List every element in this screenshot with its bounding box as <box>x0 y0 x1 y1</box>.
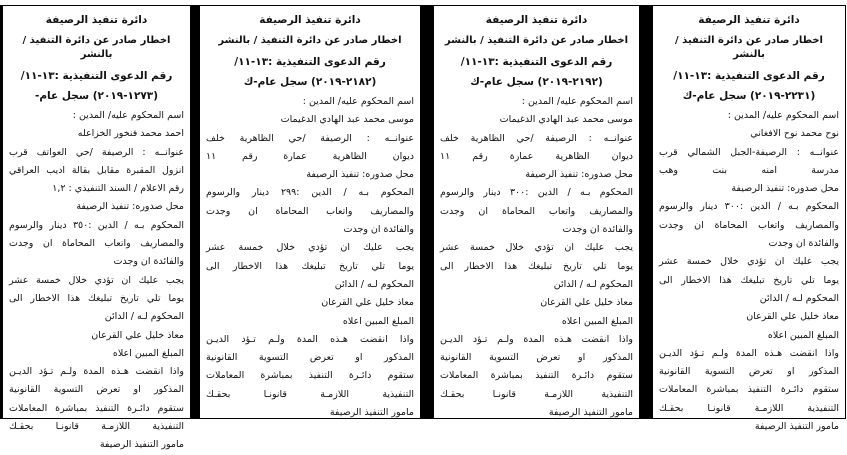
case-number: (٢١٨٢-٢٠١٩) سجل عام-ك <box>243 76 377 88</box>
office-title: دائرة تنفيذ الرصيفة <box>698 14 800 26</box>
column-divider <box>191 5 199 419</box>
notice-line: مدرسة امنه بنت وهب <box>659 164 839 176</box>
notice-line: المحكوم لـه / الدائن <box>104 311 184 323</box>
notice-line: معاذ خليل علي القرعان <box>746 311 839 323</box>
notice-line: المحكوم بـه / الدين :٣٥٠ دينار والرسوم <box>9 219 184 231</box>
notice-body <box>440 93 633 422</box>
office-title: دائرة تنفيذ الرصيفة <box>259 14 361 26</box>
notice-line: والفائدة ان وجدت <box>562 224 633 236</box>
notice-line: واذا انقضت هـذه المدة ولـم تـؤد الديـن <box>206 333 414 345</box>
notice-column <box>433 5 640 419</box>
column-divider <box>640 5 652 419</box>
notice-line: المحكوم لـه / الدائن <box>553 278 633 290</box>
notice-line: المحكوم لـه / الدائن <box>334 278 414 290</box>
case-line: رقم الدعوى التنفيذية :١٣-١١/ <box>673 70 825 82</box>
case-line: رقم الدعوى التنفيذية :١٣-١١/ <box>234 56 386 68</box>
notice-line: معاذ خليل علي القرعان <box>91 329 184 341</box>
notice-line: والمصاريف واتعاب المحاماة ان وجدت <box>440 205 633 217</box>
notice-line: المبلغ المبين اعلاه <box>767 329 839 341</box>
notice-heading: اخطار صادر عن دائرة التنفيذ / بالنشر <box>444 35 629 46</box>
notice-line: مامور التنفيذ الرصيفة <box>548 407 633 419</box>
notice-line: المذكور او تعرض التسوية القانونية <box>9 384 184 396</box>
notice-line: محل صدوره: تنفيذ الرصيفة <box>731 183 839 195</box>
notice-line: محل صدوره: تنفيذ الرصيفة <box>525 169 633 181</box>
notice-line: ستقوم دائـرة التنفيذ بمباشرة المعاملات <box>440 370 633 382</box>
notice-line: مامور التنفيذ الرصيفة <box>754 421 839 433</box>
notice-line: ستقوم دائـرة التنفيذ بمباشرة المعاملات <box>206 370 414 382</box>
office-title: دائرة تنفيذ الرصيفة <box>485 14 588 26</box>
notice-line: عنوانــه : الرصيفة /حي العواتف قرب <box>9 146 184 158</box>
notice-line: المبلغ المبين اعلاه <box>342 315 414 327</box>
notice-line: والمصاريف واتعاب المحاماة ان وجدت <box>9 238 184 250</box>
notice-line: اسم المحكوم عليه/ المدين : <box>302 96 414 107</box>
notice-line: التنفيذية اللازمـة قانونـا بحقـك <box>206 388 414 400</box>
notice-heading: اخطار صادر عن دائرة التنفيذ / بالنشر <box>218 35 402 46</box>
notice-line: التنفيذية اللازمـة قانونـا بحقـك <box>659 402 839 414</box>
notice-line: المحكوم بـه / الدين :٣٠٠ دينار والرسوم <box>659 201 839 213</box>
notice-line: ستقوم دائـرة التنفيذ بمباشرة المعاملات <box>659 384 839 396</box>
notice-line: موسى محمد عبد الهادي الدغيمات <box>280 114 414 126</box>
notice-column <box>2 5 191 451</box>
notice-line: محل صدوره: تنفيذ الرصيفة <box>306 169 414 181</box>
notice-line: موسى محمد عبد الهادي الدغيمات <box>499 114 633 126</box>
notice-line: اسم المحكوم عليه/ المدين : <box>727 110 839 121</box>
notice-column <box>652 5 846 433</box>
case-number: (١٢٧٣-٢٠١٩) سجل عام- <box>35 90 158 102</box>
notice-line: عنوانــه : الرصيفة-الجبل الشمالي قرب <box>659 146 839 158</box>
notice-line: يوما تلي تاريخ تبليغك هذا الاخطار الى <box>659 274 839 286</box>
notice-line: انزول المقبرة مقابل بقالة اديب العراقي <box>9 164 184 176</box>
notice-line: يوما تلي تاريخ تبليغك هذا الاخطار الى <box>9 292 184 304</box>
notice-line: والمصاريف واتعاب المحاماة ان وجدت <box>659 219 839 231</box>
notice-line: والفائدة ان وجدت <box>768 238 839 250</box>
notice-line: يجب عليك ان تؤدي خلال خمسة عشر <box>206 242 414 254</box>
office-title: دائرة تنفيذ الرصيفة <box>45 14 148 26</box>
notice-line: المذكور او تعرض التسوية القانونية <box>659 366 839 378</box>
notice-line: المذكور او تعرض التسوية القانونية <box>440 352 633 364</box>
notice-line: معاذ خليل علي القرعان <box>540 297 633 309</box>
notice-line: والمصاريف واتعاب المحاماة ان وجدت <box>206 205 414 217</box>
notice-line: ستقوم دائـرة التنفيذ بمباشرة المعاملات <box>9 402 184 414</box>
case-number: (٢٢٣١-٢٠١٩) سجل عام-ك <box>682 90 816 102</box>
notice-line: مامور التنفيذ الرصيفة <box>329 407 414 419</box>
notice-line: اسم المحكوم عليه/ المدين : <box>72 110 184 121</box>
notice-line: والفائدة ان وجدت <box>343 224 414 236</box>
notice-line: والفائدة ان وجدت <box>113 256 184 268</box>
notice-line: المحكوم لـه / الدائن <box>759 292 839 304</box>
case-number: (٢١٩٢-٢٠١٩) سجل عام-ك <box>470 76 603 88</box>
notice-line: مامور التنفيذ الرصيفة <box>99 439 184 451</box>
notice-line: يوما تلي تاريخ تبليغك هذا الاخطار الى <box>440 260 633 272</box>
notice-line: معاذ خليل علي القرعان <box>321 297 414 309</box>
notice-line: نوح محمد نوح الافغاني <box>750 128 839 140</box>
notice-line: يوما تلي تاريخ تبليغك هذا الاخطار الى <box>206 260 414 272</box>
notice-line: ديوان الظاهرية عمارة رقم ١١ <box>206 150 414 162</box>
case-line: رقم الدعوى التنفيذية :١٣-١١/ <box>20 70 173 82</box>
notice-line: المذكور او تعرض التسوية القانونية <box>206 352 414 364</box>
notice-line: محل صدوره: تنفيذ الرصيفة <box>76 201 184 213</box>
column-divider <box>421 5 433 419</box>
notice-heading: اخطار صادر عن دائرة التنفيذ / بالنشر <box>22 35 171 60</box>
notice-line: واذا انقضت هـذه المدة ولـم تـؤد الديـن <box>659 347 839 359</box>
notice-line: يجب عليك ان تؤدي خلال خمسة عشر <box>440 242 633 254</box>
notice-line: يجب عليك ان تؤدي خلال خمسة عشر <box>9 274 184 286</box>
notice-body <box>206 93 414 422</box>
notice-line: عنوانــه : الرصيفة /حي الظاهرية خلف <box>440 132 633 144</box>
notice-line: واذا انقضت هـذه المدة ولـم تـؤد الديـن <box>440 333 633 345</box>
notice-line: المبلغ المبين اعلاه <box>112 347 184 359</box>
notice-column <box>199 5 421 419</box>
notice-line: المبلغ المبين اعلاه <box>561 315 633 327</box>
notice-line: عنوانــه : الرصيفة /حي الظاهرية خلف <box>206 132 414 144</box>
case-line: رقم الدعوى التنفيذية :١٣-١١/ <box>460 56 613 68</box>
notice-body <box>659 107 839 436</box>
notice-heading: اخطار صادر عن دائرة التنفيذ / بالنشر <box>675 35 823 60</box>
notice-line: المحكوم بـه / الدين :٢٩٩ دينار والرسوم <box>206 187 414 199</box>
notice-line: واذا انقضت هـذه المدة ولـم تـؤد الديـن <box>9 366 184 378</box>
notice-line: ديوان الظاهرية عمارة رقم ١١ <box>440 150 633 162</box>
notice-line: المحكوم بـه / الدين :٣٠٠ دينار والرسوم <box>440 187 633 199</box>
notice-line: يجب عليك ان تؤدي خلال خمسة عشر <box>659 256 839 268</box>
notice-line: رقم الاعلام / السند التنفيذي : ١,٢ <box>52 183 184 195</box>
notice-body <box>9 107 184 455</box>
notice-line: احمد محمد فنخور الخزاعله <box>77 128 184 140</box>
notice-line: التنفيذية اللازمـة قانونـا بحقـك <box>440 388 633 400</box>
notice-line: التنفيذية اللازمـة قانونـا بحقـك <box>9 421 184 433</box>
notice-line: اسم المحكوم عليه/ المدين : <box>521 96 633 107</box>
